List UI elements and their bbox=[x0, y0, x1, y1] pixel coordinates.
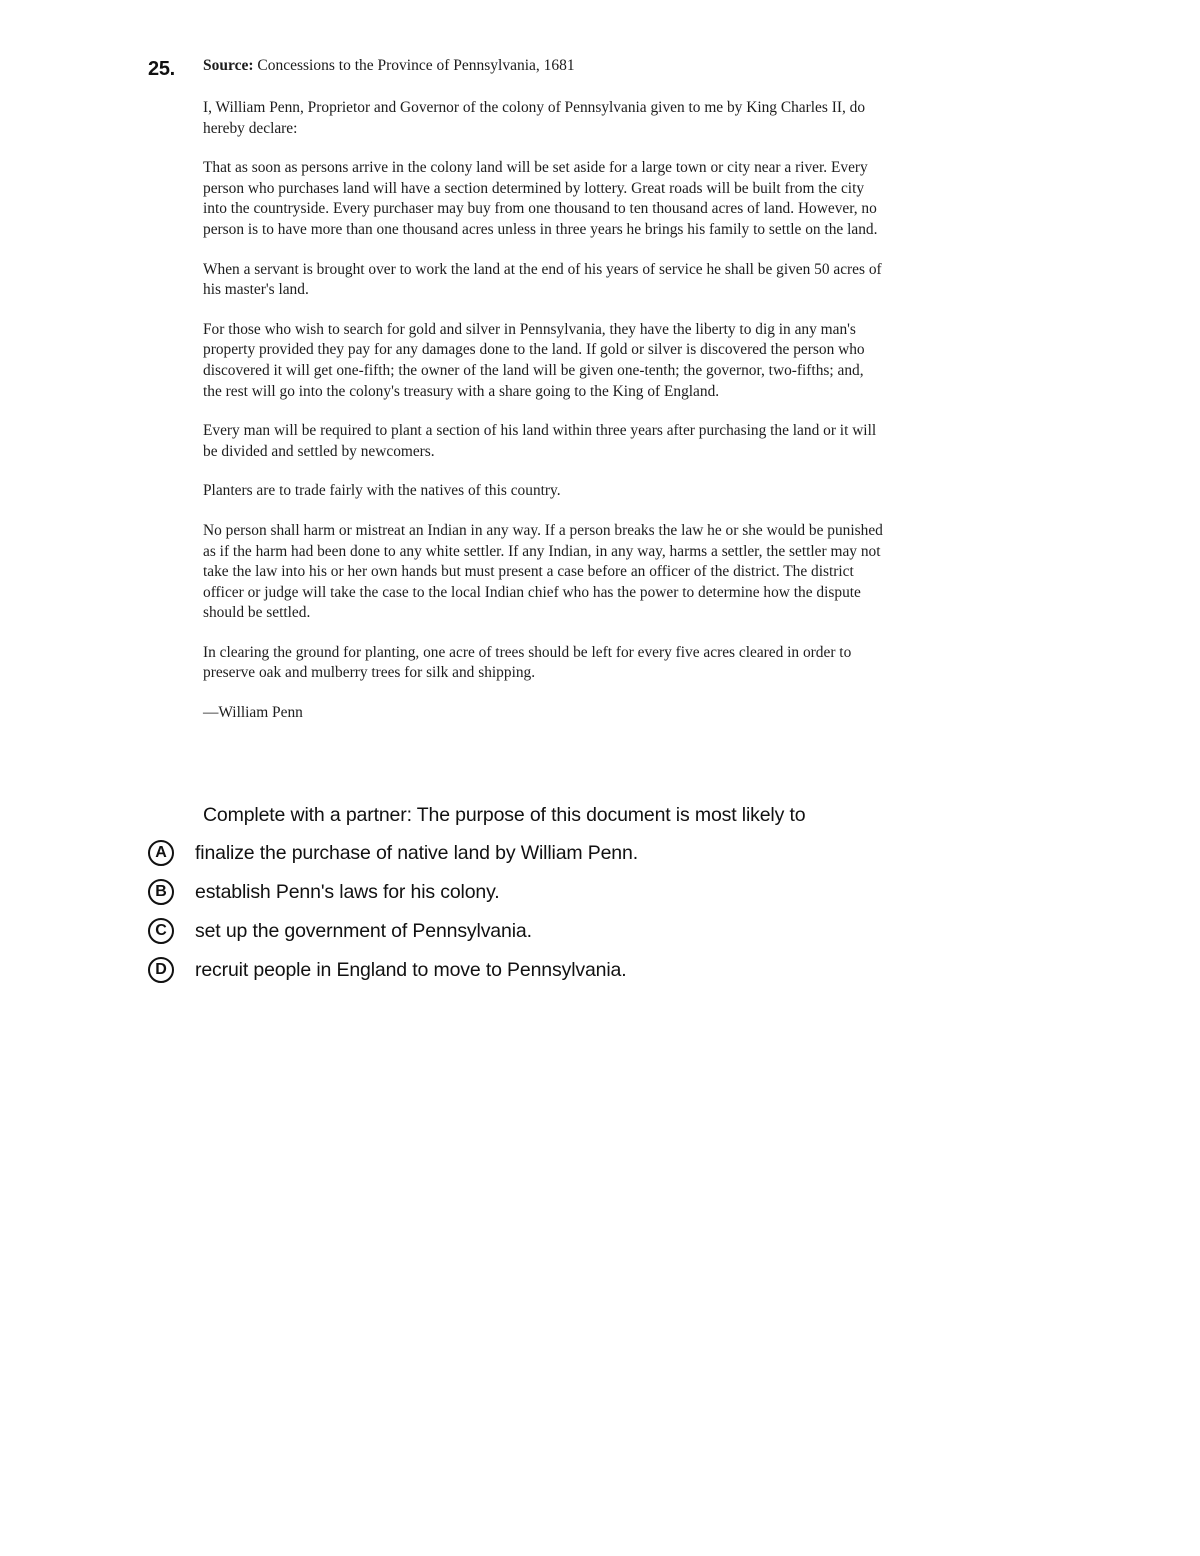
answer-option-d[interactable] bbox=[148, 957, 908, 983]
question-stem: Complete with a partner: The purpose of this document is most likely to bbox=[203, 804, 806, 826]
excerpt-paragraph: In clearing the ground for planting, one acre of trees should be left for every five acres cleared in order to preserve oak and mulberry trees for silk and shipping. bbox=[203, 643, 852, 682]
source-citation-text: Concessions to the Province of Pennsylvania, 1681 bbox=[257, 57, 575, 74]
option-bubble-b[interactable]: B bbox=[148, 879, 174, 905]
source-label: Source: bbox=[203, 57, 254, 74]
option-label-a: finalize the purchase of native land by William Penn. bbox=[195, 842, 638, 864]
answer-option-a[interactable] bbox=[148, 840, 908, 866]
excerpt-paragraph: When a servant is brought over to work the land at the end of his years of service he shall be given 50 acres of his master's land. bbox=[203, 260, 882, 299]
option-label-d: recruit people in England to move to Pennsylvania. bbox=[195, 959, 627, 981]
option-bubble-c[interactable]: C bbox=[148, 918, 174, 944]
answer-option-c[interactable] bbox=[148, 918, 908, 944]
excerpt-paragraph: That as soon as persons arrive in the colony land will be set aside for a large town or city near a river. Every person who purchases land will have a section determined by lottery. Great roads will be built from the city into the countryside. Every purchaser may buy from one thousand to ten thousand acres of land. However, no person is to have more than one thousand acres unless in three years he brings his family to settle on the land. bbox=[203, 159, 878, 238]
option-bubble-d[interactable]: D bbox=[148, 957, 174, 983]
source-excerpt bbox=[203, 56, 884, 724]
option-bubble-a[interactable]: A bbox=[148, 840, 174, 866]
excerpt-paragraph: Planters are to trade fairly with the natives of this country. bbox=[203, 482, 561, 500]
answer-option-b[interactable] bbox=[148, 879, 908, 905]
source-citation-line bbox=[203, 56, 884, 76]
question-block bbox=[148, 802, 908, 983]
excerpt-paragraph: Every man will be required to plant a section of his land within three years after purchasing the land or it will be divided and settled by newcomers. bbox=[203, 422, 877, 460]
option-label-b: establish Penn's laws for his colony. bbox=[195, 881, 500, 903]
excerpt-paragraph: No person shall harm or mistreat an Indian in any way. If a person breaks the law he or she would be punished as if the harm had been done to any white settler. If any Indian, in any way, harms a settler, the settler may not take the law into his or her own hands but must present a case before an officer of the district. The district officer or judge will take the case to the local Indian chief who has the power to determine how the dispute should be settled. bbox=[203, 521, 883, 622]
excerpt-paragraph: I, William Penn, Proprietor and Governor of the colony of Pennsylvania given to me by King Charles II, do hereby declare: bbox=[203, 99, 866, 137]
option-label-c: set up the government of Pennsylvania. bbox=[195, 920, 532, 942]
excerpt-attribution: —William Penn bbox=[203, 704, 303, 722]
question-number: 25. bbox=[148, 58, 175, 80]
excerpt-paragraph: For those who wish to search for gold and silver in Pennsylvania, they have the liberty to dig in any man's property provided they pay for any damages done to the land. If gold or silver is discovered the person who discovered it will get one-fifth; the owner of the land will be given one-tenth; the governor, two-fifths; and, the rest will go into the colony's treasury with a share going to the King of England. bbox=[203, 320, 865, 400]
